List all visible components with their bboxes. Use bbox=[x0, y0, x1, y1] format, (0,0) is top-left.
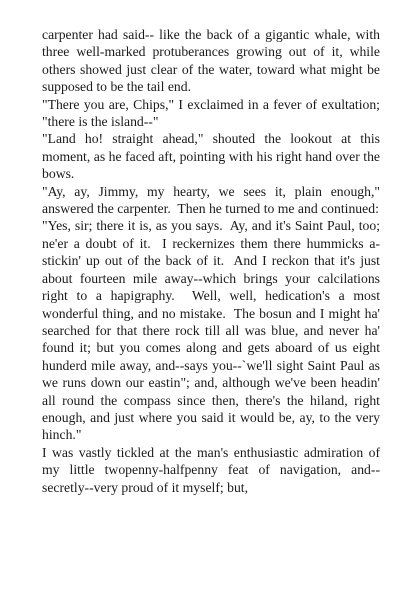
paragraph-exclamation: "There you are, Chips," I exclaimed in a fever of exultation; "there is the island--" bbox=[42, 96, 384, 130]
paragraph-carpenter-speech: "Yes, sir; there it is, as you says. Ay, and it's Saint Paul, too; ne'er a doubt of it. I reckernizes them there hummicks a-stickin' up out of the back of it. And I reckon that it's just about fourteen mile away--which brings your calcilations right to a hapigraphy. Well, well, hedication's a most wonderful thing, and no mistake. The bosun and I might ha' searched for that there rock till all was blue, and never ha' found it; but you comes along and gets aboard of us eight hunderd mile away, and--says you--`we'll sight Saint Paul as we runs down our eastin"; and, although we've been headin' all round the compass since then, there's the hiland, right enough, and just where you said it would be, ay, to the very hinch." bbox=[42, 218, 384, 443]
body-text bbox=[42, 26, 384, 496]
paragraph-lookout: "Land ho! straight ahead," shouted the lookout at this moment, as he faced aft, pointing with his right hand over the bows. bbox=[42, 131, 384, 182]
paragraph-carpenter-answer: "Ay, ay, Jimmy, my hearty, we sees it, plain enough," answered the carpenter. Then he turned to me and continued: bbox=[42, 183, 384, 217]
paragraph-whale-description: carpenter had said-- like the back of a gigantic whale, with three well-marked protuberances growing out of it, while others showed just clear of the water, toward what might be supposed to be the tail end. bbox=[42, 27, 384, 95]
paragraph-narrator: I was vastly tickled at the man's enthusiastic admiration of my little twopenny-halfpenny feat of navigation, and--secretly--very proud of it myself; but, bbox=[42, 444, 384, 495]
